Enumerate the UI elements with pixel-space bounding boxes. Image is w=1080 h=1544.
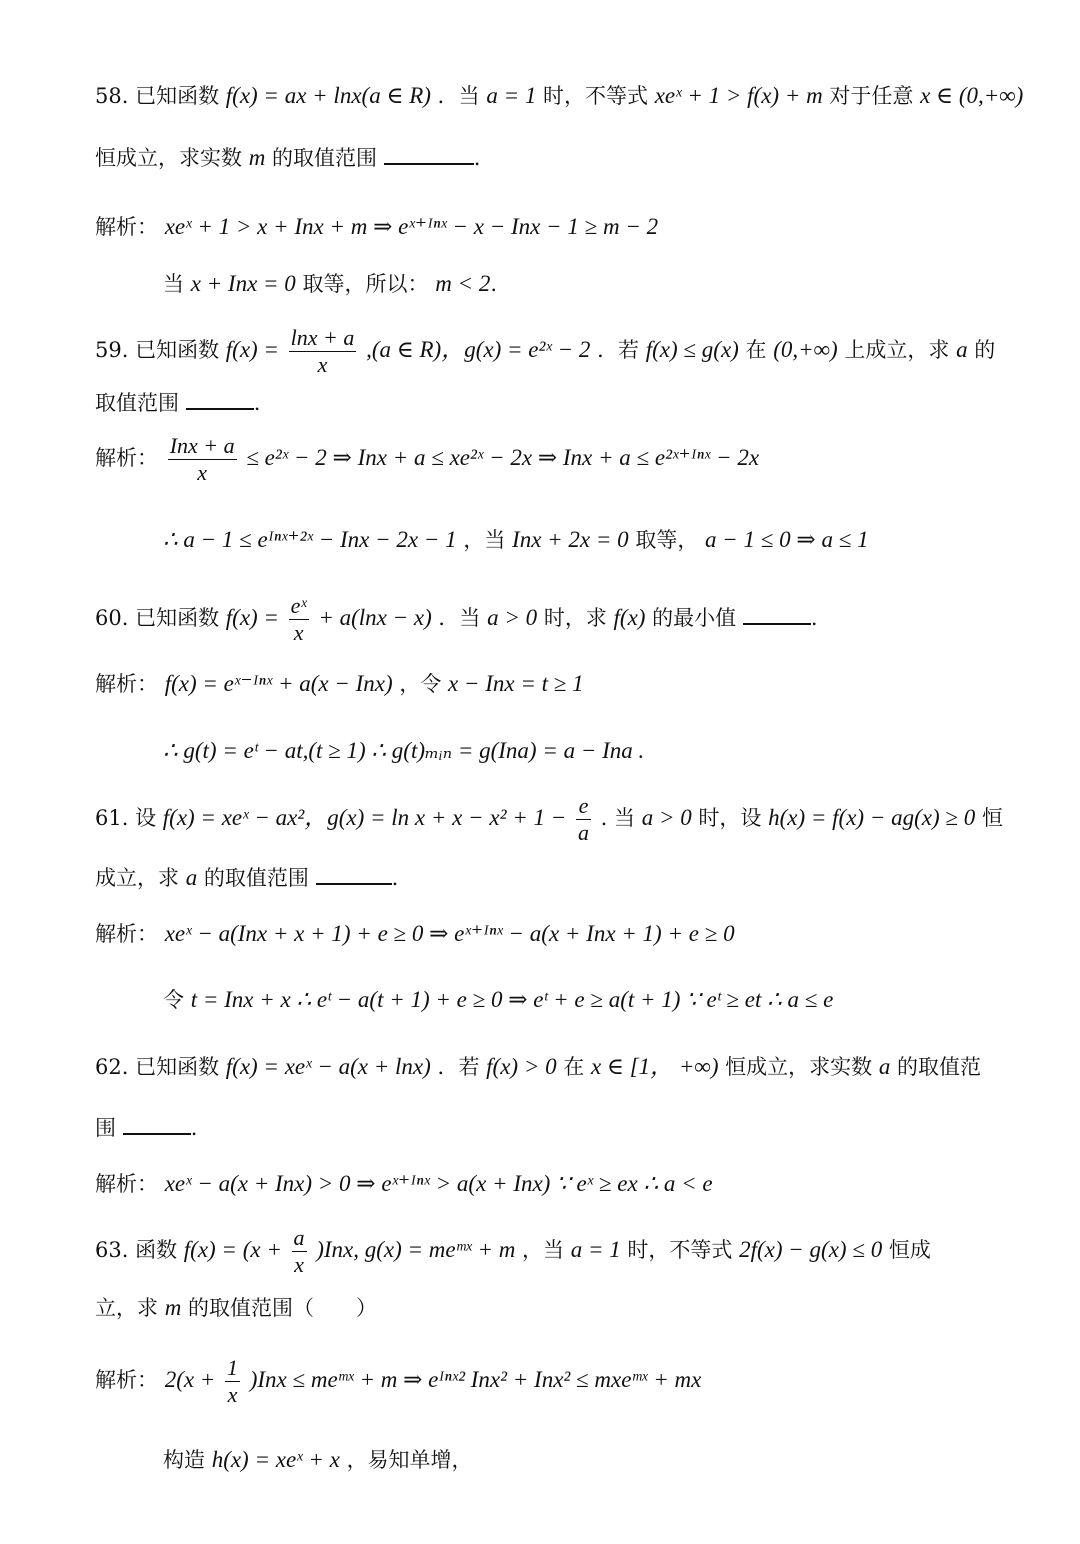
problem-number: 61. 设 [95, 806, 157, 830]
problem-59-stem-line2: 取值范围 . [95, 380, 260, 420]
answer-blank [743, 595, 811, 625]
fraction: $\frac{a}{x}$ [293, 1225, 305, 1277]
problem-60-solution-line1: 解析： f(x) = eˣ⁻ᴵⁿˣ + a(x − Inx) ，令 x − Inx = t ≥ 1 [95, 671, 584, 696]
problem-number: 62. 已知函数 [95, 1055, 220, 1079]
problem-62-solution: 解析： xeˣ − a(x + Inx) > 0 ⇒ eˣ⁺ᴵⁿˣ > a(x + Inx) ∵ eˣ ≥ ex ∴ a < e [95, 1171, 713, 1196]
solution-label: 解析： [95, 1368, 158, 1392]
solution-label: 解析： [95, 672, 158, 696]
fraction: $\frac{e}{a}$ [577, 793, 589, 845]
problem-58-solution-line2: 当 x + Inx = 0 取等，所以： m < 2. [163, 271, 498, 296]
answer-blank [123, 1105, 191, 1135]
problem-61-stem-line2: 成立，求 a 的取值范围 . [95, 855, 398, 895]
problem-61-stem-line1: 61. 设 f(x) = xeˣ − ax²，g(x) = ln x + x − x² + 1 − $\frac{e}{a}$ . 当 a > 0 时，设 h(x) = f(x) − ag(x) ≥ 0 恒 [95, 793, 1003, 845]
problem-63-solution-line2: 构造 h(x) = xeˣ + x ，易知单增， [163, 1447, 473, 1472]
problem-58-solution-line1: 解析： xeˣ + 1 > x + Inx + m ⇒ eˣ⁺ᴵⁿˣ − x − Inx − 1 ≥ m − 2 [95, 214, 659, 239]
fraction: $\frac{1}{x}$ [227, 1355, 239, 1407]
fraction: $\frac{\text{Inx + a}}{x}$ [169, 433, 235, 485]
problem-59-solution-line2: ∴ a − 1 ≤ eᴵⁿˣ⁺²ˣ − Inx − 2x − 1 ，当 Inx + 2x = 0 取等， a − 1 ≤ 0 ⇒ a ≤ 1 [163, 527, 869, 552]
solution-label: 解析： [95, 215, 158, 239]
problem-62-stem-line2: 围 . [95, 1105, 197, 1145]
problem-59-stem-line1: 59. 已知函数 f(x) = $\frac{\ln x + a}{x}$ ,(a ∈ R)，g(x) = e²ˣ − 2 ．若 f(x) ≤ g(x) 在 (0,+∞) 上成立，求 a 的 [95, 325, 996, 377]
answer-blank [186, 380, 254, 410]
answer-blank [316, 855, 392, 885]
fraction: $\frac{\text{eˣ}}{x}$ [290, 593, 307, 645]
problem-58-stem-line1: 58. 已知函数 f(x) = ax + lnx(a ∈ R) ．当 a = 1 时，不等式 xeˣ + 1 > f(x) + m 对于任意 x ∈ (0,+∞) [95, 83, 1024, 108]
problem-63-stem-line1: 63. 函数 f(x) = (x + $\frac{a}{x}$ )Inx, g(x) = meᵐˣ + m ，当 a = 1 时，不等式 2f(x) − g(x) ≤ 0 恒成 [95, 1225, 931, 1277]
problem-58-stem-line2: 恒成立，求实数 m 的取值范围 . [95, 135, 480, 175]
problem-62-stem-line1: 62. 已知函数 f(x) = xeˣ − a(x + lnx) ．若 f(x) > 0 在 x ∈ [1， +∞) 恒成立，求实数 a 的取值范 [95, 1054, 982, 1079]
problem-number: 58. 已知函数 [95, 84, 220, 108]
problem-61-solution-line2: 令 t = Inx + x ∴ eᵗ − a(t + 1) + e ≥ 0 ⇒ eᵗ + e ≥ a(t + 1) ∵ eᵗ ≥ et ∴ a ≤ e [163, 987, 834, 1012]
problem-number: 63. 函数 [95, 1238, 178, 1262]
solution-label: 解析： [95, 922, 158, 946]
problem-63-solution-line1: 解析： 2(x + $\frac{1}{x}$ )Inx ≤ meᵐˣ + m ⇒ eᴵⁿˣ² Inx² + Inx² ≤ mxeᵐˣ + mx [95, 1355, 702, 1407]
problem-number: 59. 已知函数 [95, 338, 220, 362]
fraction: $\frac{\ln x + a}{x}$ [290, 325, 355, 377]
solution-label: 解析： [95, 446, 158, 470]
problem-60-solution-line2: ∴ g(t) = eᵗ − at,(t ≥ 1) ∴ g(t)ₘᵢₙ = g(Ina) = a − Ina . [163, 738, 645, 763]
problem-number: 60. 已知函数 [95, 606, 220, 630]
problem-61-solution-line1: 解析： xeˣ − a(Inx + x + 1) + e ≥ 0 ⇒ eˣ⁺ᴵⁿˣ − a(x + Inx + 1) + e ≥ 0 [95, 921, 735, 946]
solution-label: 解析： [95, 1172, 158, 1196]
problem-63-stem-line2: 立，求 m 的取值范围（ ） [95, 1295, 377, 1320]
problem-60-stem: 60. 已知函数 f(x) = $\frac{\text{eˣ}}{x}$ + a(lnx − x) ．当 a > 0 时，求 f(x) 的最小值 . [95, 593, 818, 645]
problem-59-solution-line1: 解析： $\frac{\text{Inx + a}}{x}$ ≤ e²ˣ − 2 ⇒ Inx + a ≤ xe²ˣ − 2x ⇒ Inx + a ≤ e²ˣ⁺ᴵⁿˣ − 2x [95, 433, 760, 485]
answer-blank [384, 135, 474, 165]
